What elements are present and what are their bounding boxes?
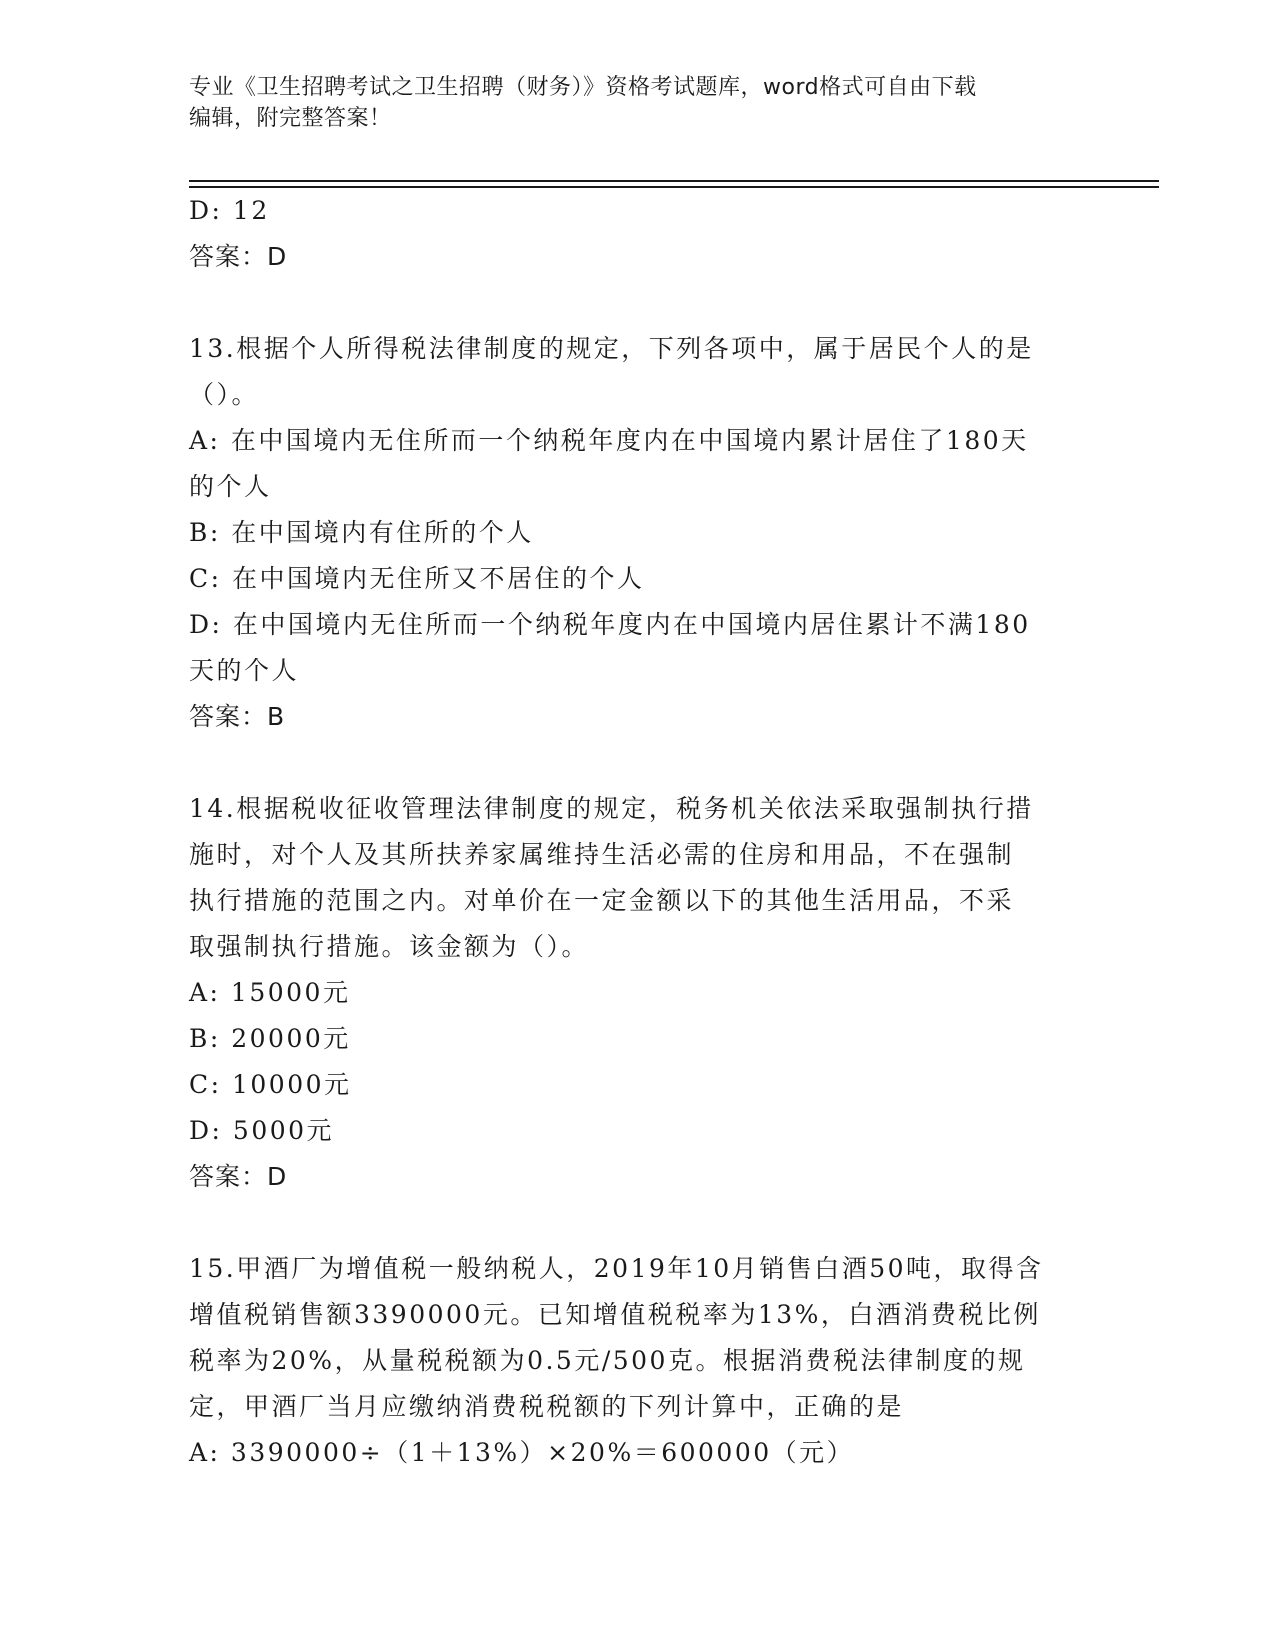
q12-answer: 答案：D: [189, 242, 288, 271]
q14-option-d: D: 5000元: [189, 1116, 335, 1145]
document-header: [189, 72, 1069, 134]
spacer: [189, 1200, 1089, 1246]
q13-option-b: B: 在中国境内有住所的个人: [189, 518, 534, 547]
spacer: [189, 740, 1089, 786]
q12-option-d: D: 12: [189, 196, 270, 225]
header-divider-top: [189, 180, 1159, 182]
header-line-1: 专业《卫生招聘考试之卫生招聘（财务）》资格考试题库，word格式可自由下载: [189, 75, 977, 100]
question-12: [189, 188, 1089, 280]
question-13: [189, 326, 1089, 740]
q14-answer: 答案：D: [189, 1162, 288, 1191]
q14-stem-line-3: 执行措施的范围之内。对单价在一定金额以下的其他生活用品，不采: [189, 886, 1015, 915]
q14-stem-line-1: 14.根据税收征收管理法律制度的规定，税务机关依法采取强制执行措: [189, 794, 1034, 823]
q13-option-a-line-2: 的个人: [189, 472, 272, 501]
q14-option-b: B: 20000元: [189, 1024, 351, 1053]
header-line-2: 编辑，附完整答案！: [189, 106, 392, 131]
q13-option-c: C: 在中国境内无住所又不居住的个人: [189, 564, 645, 593]
question-14: [189, 786, 1089, 1200]
q15-stem-line-1: 15.甲酒厂为增值税一般纳税人，2019年10月销售白酒50吨，取得含: [189, 1254, 1044, 1283]
q15-stem-line-4: 定，甲酒厂当月应缴纳消费税税额的下列计算中，正确的是: [189, 1392, 905, 1421]
q14-option-c: C: 10000元: [189, 1070, 352, 1099]
q15-stem-line-2: 增值税销售额3390000元。已知增值税税率为13%，白酒消费税比例: [189, 1300, 1041, 1329]
q14-stem-line-4: 取强制执行措施。该金额为（）。: [189, 932, 590, 961]
q14-stem-line-2: 施时，对个人及其所扶养家属维持生活必需的住房和用品，不在强制: [189, 840, 1015, 869]
q14-option-a: A: 15000元: [189, 978, 351, 1007]
q13-option-a-line-1: A: 在中国境内无住所而一个纳税年度内在中国境内累计居住了180天: [189, 426, 1029, 455]
q13-option-d-line-1: D: 在中国境内无住所而一个纳税年度内在中国境内居住累计不满180: [189, 610, 1031, 639]
q13-option-d-line-2: 天的个人: [189, 656, 300, 685]
question-15: [189, 1246, 1089, 1476]
spacer: [189, 280, 1089, 326]
q13-answer: 答案：B: [189, 702, 286, 731]
q13-stem-line-2: （）。: [189, 380, 260, 409]
question-content: [189, 188, 1089, 1476]
q15-stem-line-3: 税率为20%，从量税税额为0.5元/500克。根据消费税法律制度的规: [189, 1346, 1026, 1375]
q13-stem-line-1: 13.根据个人所得税法律制度的规定，下列各项中，属于居民个人的是: [189, 334, 1034, 363]
q15-option-a: A: 3390000÷（1＋13%）×20%＝600000（元）: [189, 1438, 855, 1467]
